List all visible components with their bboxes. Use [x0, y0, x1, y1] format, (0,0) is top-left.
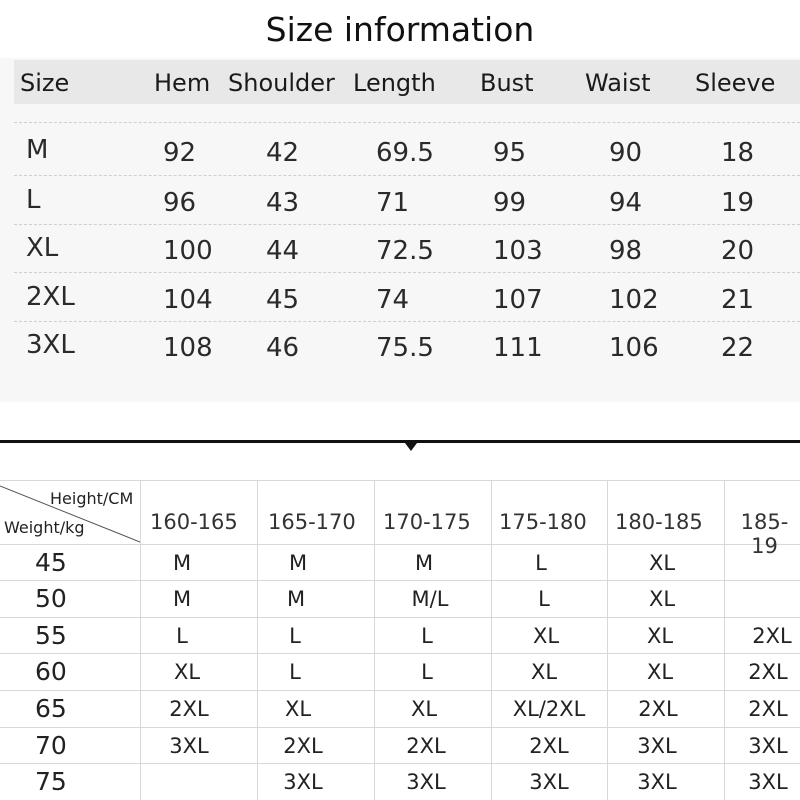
size-row — [0, 325, 800, 373]
size-cell: XL — [532, 624, 560, 648]
size-cell: M/L — [411, 587, 449, 611]
height-column-header: 180-185 — [615, 510, 703, 534]
size-cell: XL — [648, 551, 676, 575]
size-cell: XL — [648, 587, 676, 611]
weight-label: 65 — [35, 694, 67, 723]
sleeve-value: 21 — [721, 285, 755, 315]
hem-value: 108 — [163, 333, 213, 363]
size-cell: L — [289, 660, 301, 684]
weight-row — [0, 727, 800, 764]
hem-value: 100 — [163, 236, 213, 266]
size-table-header — [14, 60, 800, 104]
header-sleeve: Sleeve — [695, 69, 776, 97]
size-cell: XL — [646, 624, 674, 648]
bust-value: 95 — [493, 138, 527, 168]
height-axis-label: Height/CM — [50, 489, 134, 508]
size-cell: M — [172, 551, 192, 575]
size-cell: 2XL — [752, 624, 792, 648]
weight-label: 60 — [35, 657, 67, 686]
shoulder-value: 43 — [266, 188, 300, 218]
hem-value: 96 — [163, 188, 197, 218]
size-cell: M — [288, 551, 308, 575]
height-column-header: 170-175 — [383, 510, 471, 534]
size-cell: 2XL — [529, 734, 569, 758]
size-information-table — [0, 58, 800, 402]
waist-value: 106 — [609, 333, 659, 363]
header-bust: Bust — [480, 69, 534, 97]
length-value: 74 — [376, 285, 410, 315]
size-cell: 3XL — [748, 734, 788, 758]
header-length: Length — [353, 69, 436, 97]
size-cell: L — [176, 624, 188, 648]
weight-label: 55 — [35, 621, 67, 650]
size-cell: 3XL — [637, 734, 677, 758]
bust-value: 99 — [493, 188, 527, 218]
size-label: 3XL — [26, 330, 75, 360]
row-divider — [14, 122, 800, 123]
size-cell: L — [538, 587, 550, 611]
weight-row — [0, 580, 800, 617]
size-label: L — [26, 185, 41, 215]
hem-value: 92 — [163, 138, 197, 168]
weight-label: 45 — [35, 548, 67, 577]
size-label: 2XL — [26, 282, 75, 312]
bust-value: 103 — [493, 236, 543, 266]
header-size: Size — [20, 69, 70, 97]
down-arrow-icon — [405, 443, 417, 451]
weight-axis-label: Weight/kg — [4, 518, 85, 537]
size-cell: M — [414, 551, 434, 575]
size-row — [0, 228, 800, 276]
weight-row — [0, 690, 800, 727]
height-column-header: 165-170 — [268, 510, 356, 534]
size-cell: XL — [410, 697, 438, 721]
shoulder-value: 45 — [266, 285, 300, 315]
height-column-header: 185-19 — [740, 510, 789, 558]
size-row — [0, 180, 800, 228]
shoulder-value: 42 — [266, 138, 300, 168]
size-cell: XL — [530, 660, 558, 684]
size-cell: 2XL — [748, 697, 788, 721]
shoulder-value: 44 — [266, 236, 300, 266]
length-value: 75.5 — [376, 333, 434, 363]
size-cell: L — [421, 624, 433, 648]
length-value: 72.5 — [376, 236, 434, 266]
size-cell: L — [289, 624, 301, 648]
sleeve-value: 22 — [721, 333, 755, 363]
size-row — [0, 130, 800, 178]
length-value: 71 — [376, 188, 410, 218]
size-cell: 3XL — [169, 734, 209, 758]
shoulder-value: 46 — [266, 333, 300, 363]
size-cell: XL/2XL — [512, 697, 586, 721]
header-shoulder: Shoulder — [228, 69, 335, 97]
weight-label: 75 — [35, 767, 67, 796]
weight-row — [0, 617, 800, 654]
weight-label: 50 — [35, 584, 67, 613]
section-divider — [0, 440, 800, 443]
size-cell: M — [172, 587, 192, 611]
size-cell: 3XL — [637, 770, 677, 794]
size-cell: XL — [646, 660, 674, 684]
page-title: Size information — [265, 10, 535, 49]
weight-label: 70 — [35, 731, 67, 760]
sleeve-value: 20 — [721, 236, 755, 266]
size-cell: 2XL — [638, 697, 678, 721]
size-row — [0, 277, 800, 325]
size-cell: 2XL — [283, 734, 323, 758]
waist-value: 102 — [609, 285, 659, 315]
sleeve-value: 18 — [721, 138, 755, 168]
size-cell: 3XL — [406, 770, 446, 794]
weight-row — [0, 763, 800, 800]
bust-value: 111 — [493, 333, 543, 363]
size-recommendation-table — [0, 480, 800, 800]
weight-row — [0, 544, 800, 581]
size-label: XL — [26, 233, 59, 263]
weight-row — [0, 653, 800, 690]
size-cell: 3XL — [283, 770, 323, 794]
size-cell: M — [286, 587, 306, 611]
waist-value: 90 — [609, 138, 643, 168]
bust-value: 107 — [493, 285, 543, 315]
size-cell: 2XL — [748, 660, 788, 684]
size-cell: 3XL — [529, 770, 569, 794]
waist-value: 98 — [609, 236, 643, 266]
size-cell: 3XL — [748, 770, 788, 794]
size-cell: XL — [173, 660, 201, 684]
size-cell: XL — [284, 697, 312, 721]
size-cell: 2XL — [406, 734, 446, 758]
size-cell: L — [535, 551, 547, 575]
length-value: 69.5 — [376, 138, 434, 168]
header-hem: Hem — [154, 69, 211, 97]
size-label: M — [26, 135, 49, 165]
header-waist: Waist — [585, 69, 651, 97]
height-column-header: 160-165 — [150, 510, 238, 534]
sleeve-value: 19 — [721, 188, 755, 218]
hem-value: 104 — [163, 285, 213, 315]
waist-value: 94 — [609, 188, 643, 218]
height-column-header: 175-180 — [499, 510, 587, 534]
size-cell: 2XL — [169, 697, 209, 721]
size-cell: L — [421, 660, 433, 684]
